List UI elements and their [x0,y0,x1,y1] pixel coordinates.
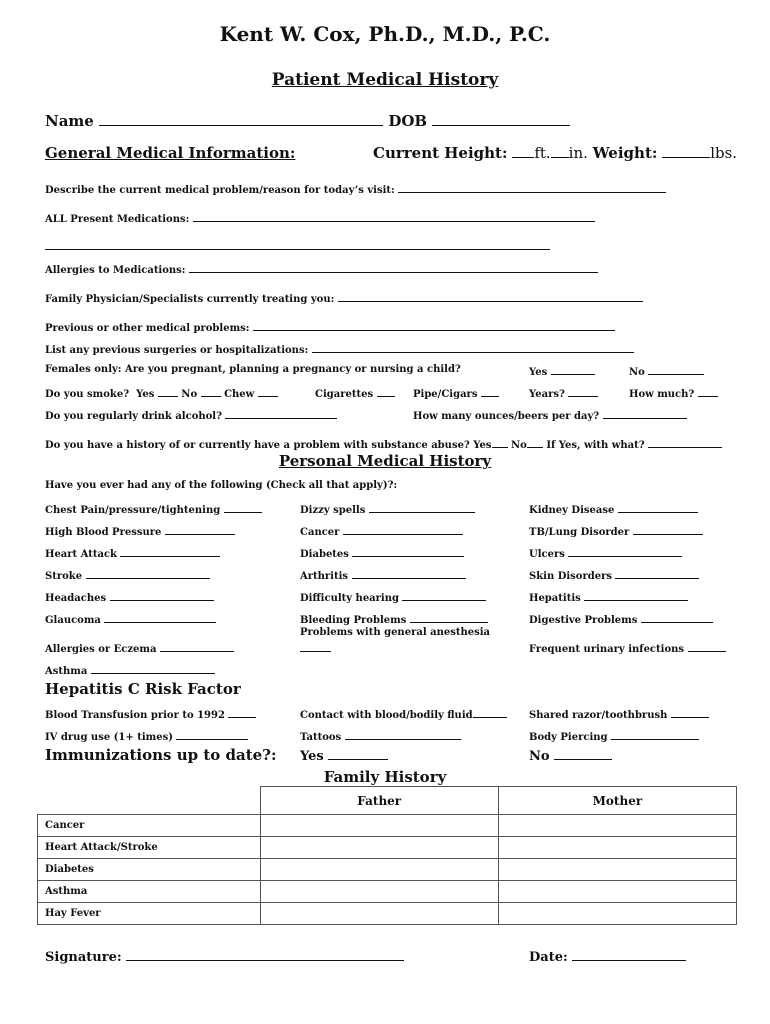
cigarettes-item: Cigarettes [315,386,395,400]
condition-item: Bleeding Problems [300,612,488,626]
condition-item: Kidney Disease [529,502,698,516]
practice-name: Kent W. Cox, Ph.D., M.D., P.C. [219,22,551,46]
condition-field[interactable] [120,546,220,557]
condition-item: High Blood Pressure [45,524,235,538]
physician-row [45,291,643,305]
date-row [529,950,686,965]
father-cell[interactable] [260,903,498,925]
family-history-table [37,786,737,925]
mother-cell[interactable] [498,837,736,859]
personal-instruction: Have you ever had any of the following (Check all that apply)?: [45,480,398,491]
condition-cell: Diabetes [38,859,261,881]
condition-field[interactable] [224,502,262,513]
problem-field[interactable] [398,182,666,193]
condition-field[interactable] [688,641,726,652]
immunizations-no: No [529,749,612,764]
substance-no-field[interactable] [527,437,543,448]
condition-item: Heart Attack [45,546,220,560]
condition-field[interactable] [104,612,216,623]
risk-field[interactable] [228,707,256,718]
condition-item: Glaucoma [45,612,216,626]
condition-cell: Asthma [38,881,261,903]
medications-field[interactable] [193,211,595,222]
hepatitis-heading: Hepatitis C Risk Factor [45,680,241,698]
name-field[interactable] [99,115,383,126]
condition-cell: Cancer [38,815,261,837]
medications-label: ALL Present Medications: [45,214,190,225]
condition-field[interactable] [91,663,215,674]
in-label: in. [568,144,588,162]
signature-row [45,950,404,965]
height-ft-field[interactable] [512,147,534,158]
father-cell[interactable] [260,881,498,903]
condition-cell: Heart Attack/Stroke [38,837,261,859]
condition-field[interactable] [86,568,210,579]
risk-field[interactable] [473,707,507,718]
pipe-item: Pipe/Cigars [413,386,499,400]
risk-item: Body Piercing [529,729,699,743]
risk-field[interactable] [611,729,699,740]
ft-label: ft. [534,144,551,162]
mother-cell[interactable] [498,859,736,881]
lbs-label: lbs. [710,144,738,162]
risk-field[interactable] [345,729,461,740]
substance-what-field[interactable] [648,437,722,448]
signature-field[interactable] [126,950,404,961]
ounces-field[interactable] [603,408,687,419]
cigarettes-field[interactable] [377,386,395,397]
name-row [45,112,570,130]
father-cell[interactable] [260,859,498,881]
problem-row [45,182,666,196]
risk-item: IV drug use (1+ times) [45,729,248,743]
risk-item: Contact with blood/bodily fluid [300,707,507,721]
condition-item: Problems with general anesthesia [300,627,490,638]
chew-field[interactable] [258,386,278,397]
condition-item: Dizzy spells [300,502,475,516]
immunizations-heading: Immunizations up to date?: [45,746,277,764]
anesthesia-field[interactable] [300,651,331,652]
surgeries-row [45,342,634,356]
years-field[interactable] [568,386,598,397]
risk-item: Shared razor/toothbrush [529,707,709,721]
risk-field[interactable] [176,729,248,740]
weight-field[interactable] [662,147,710,158]
mother-cell[interactable] [498,903,736,925]
years-item: Years? [529,386,598,400]
height-weight-row [373,144,737,162]
date-label: Date: [529,950,568,965]
alcohol-row: Do you regularly drink alcohol? [45,408,337,422]
table-row [38,859,737,881]
previous-problems-label: Previous or other medical problems: [45,323,250,334]
problem-label: Describe the current medical problem/reason for today’s visit: [45,185,395,196]
condition-field[interactable] [165,524,235,535]
condition-field[interactable] [352,546,464,557]
condition-field[interactable] [584,590,688,601]
condition-field[interactable] [352,568,466,579]
father-header: Father [260,787,498,815]
allergies-label: Allergies to Medications: [45,265,186,276]
physician-field[interactable] [338,291,643,302]
date-field[interactable] [572,950,686,961]
pipe-field[interactable] [481,386,499,397]
condition-item: Hepatitis [529,590,688,604]
previous-problems-row [45,320,615,334]
table-row [38,815,737,837]
pregnant-yes: Yes [529,364,595,378]
condition-field[interactable] [641,612,713,623]
surgeries-label: List any previous surgeries or hospitalizations: [45,345,309,356]
condition-field[interactable] [410,612,488,623]
general-heading: General Medical Information: [45,144,296,162]
medications-row [45,211,595,225]
immunizations-no-field[interactable] [554,749,612,760]
condition-field[interactable] [160,641,234,652]
smoke-label: Do you smoke? [45,389,130,400]
condition-item: Arthritis [300,568,466,582]
condition-item: Difficulty hearing [300,590,486,604]
weight-label: Weight: [592,144,658,162]
condition-item: Digestive Problems [529,612,713,626]
condition-item: Stroke [45,568,210,582]
mother-cell[interactable] [498,815,736,837]
condition-field[interactable] [615,568,699,579]
risk-field[interactable] [671,707,709,718]
condition-cell: Hay Fever [38,903,261,925]
medications-extra-line[interactable] [45,249,550,250]
condition-item: Diabetes [300,546,464,560]
father-cell[interactable] [260,837,498,859]
condition-field[interactable] [402,590,486,601]
immunizations-yes-field[interactable] [328,749,388,760]
condition-item: Skin Disorders [529,568,699,582]
surgeries-field[interactable] [312,342,634,353]
signature-label: Signature: [45,950,122,965]
height-in-field[interactable] [551,147,569,158]
condition-field[interactable] [110,590,214,601]
ounces-row: How many ounces/beers per day? [413,408,687,422]
pregnant-label: Females only: Are you pregnant, planning a pregnancy or nursing a child? [45,364,461,375]
condition-item: Chest Pain/pressure/tightening [45,502,262,516]
condition-item: Allergies or Eczema [45,641,234,655]
condition-field[interactable] [369,502,475,513]
table-row [38,903,737,925]
condition-item: TB/Lung Disorder [529,524,703,538]
smoke-no-field[interactable] [201,386,221,397]
condition-item: Asthma [45,663,215,677]
pregnant-yes-field[interactable] [551,364,595,375]
allergies-row [45,262,598,276]
previous-problems-field[interactable] [253,320,615,331]
risk-item: Blood Transfusion prior to 1992 [45,707,256,721]
form-title: Patient Medical History [271,70,499,90]
condition-item: Cancer [300,524,463,538]
personal-heading: Personal Medical History [278,452,492,470]
smoke-yes-field[interactable] [158,386,178,397]
substance-yes-field[interactable] [492,437,508,448]
table-row [38,881,737,903]
pregnant-no: No [629,364,704,378]
smoke-row: Do you smoke? Yes No Chew [45,386,278,400]
mother-cell[interactable] [498,881,736,903]
mother-header: Mother [498,787,736,815]
substance-row: Do you have a history of or currently have a problem with substance abuse? Yes No If Yes, with what? [45,437,722,451]
condition-item: Headaches [45,590,214,604]
how-much-item: How much? [629,386,718,400]
dob-field[interactable] [432,115,570,126]
dob-label: DOB [388,112,428,130]
alcohol-field[interactable] [225,408,337,419]
name-label: Name [45,112,94,130]
condition-item: Ulcers [529,546,682,560]
condition-item: Frequent urinary infections [529,641,726,655]
allergies-field[interactable] [189,262,598,273]
father-cell[interactable] [260,815,498,837]
condition-field[interactable] [343,524,463,535]
family-heading: Family History [323,768,447,786]
risk-item: Tattoos [300,729,461,743]
condition-field[interactable] [618,502,698,513]
condition-field[interactable] [568,546,682,557]
physician-label: Family Physician/Specialists currently treating you: [45,294,335,305]
immunizations-yes: Yes [300,749,388,764]
height-label: Current Height: [373,144,508,162]
table-row [38,837,737,859]
pregnant-no-field[interactable] [648,364,704,375]
condition-field[interactable] [633,524,703,535]
how-much-field[interactable] [698,386,718,397]
